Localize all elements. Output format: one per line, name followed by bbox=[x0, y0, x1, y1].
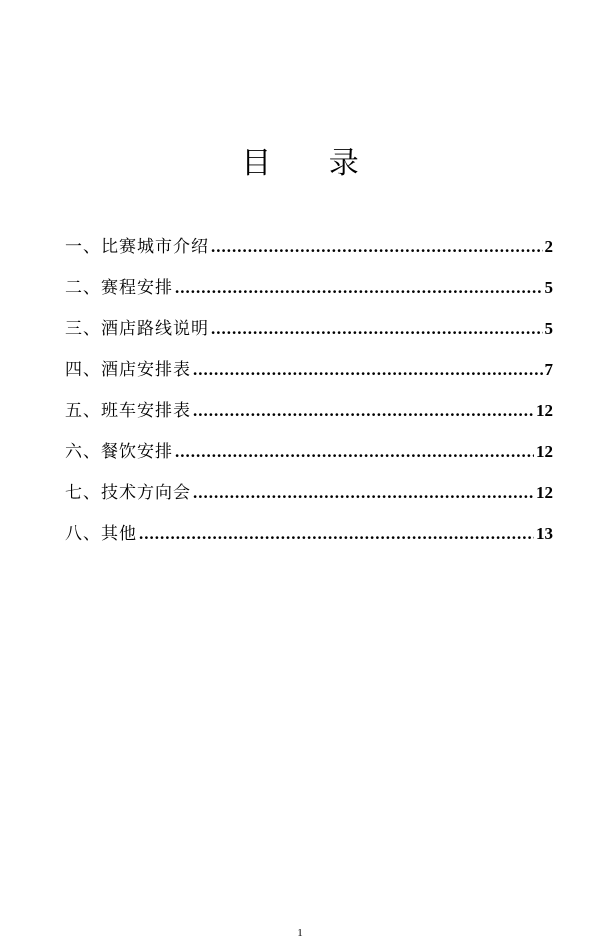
page-number: 1 bbox=[297, 927, 303, 939]
toc-dot-leader bbox=[139, 519, 534, 549]
toc-entry[interactable] bbox=[65, 273, 553, 314]
toc-entry-label: 八、其他 bbox=[65, 524, 137, 544]
toc-dot-leader bbox=[193, 355, 543, 385]
toc-entry[interactable] bbox=[65, 355, 553, 396]
toc-entry-label: 五、班车安排表 bbox=[65, 401, 191, 421]
toc-entry[interactable] bbox=[65, 314, 553, 355]
toc-dot-leader bbox=[211, 232, 543, 262]
toc-dot-leader bbox=[175, 273, 543, 303]
toc-dot-leader bbox=[211, 314, 543, 344]
toc-entry[interactable] bbox=[65, 519, 553, 560]
toc-entry[interactable] bbox=[65, 437, 553, 478]
toc-dot-leader bbox=[175, 437, 534, 467]
toc-entry-page: 12 bbox=[536, 401, 553, 420]
toc-entry-label: 三、酒店路线说明 bbox=[65, 319, 209, 339]
toc-entry-label: 六、餐饮安排 bbox=[65, 442, 173, 462]
toc-dot-leader bbox=[193, 396, 534, 426]
toc-entry-label: 七、技术方向会 bbox=[65, 483, 191, 503]
table-of-contents bbox=[65, 232, 553, 560]
toc-entry-page: 7 bbox=[544, 360, 553, 379]
toc-entry-label: 一、比赛城市介绍 bbox=[65, 237, 209, 257]
toc-entry-page: 5 bbox=[544, 278, 553, 297]
toc-entry-page: 12 bbox=[536, 483, 553, 502]
toc-entry-label: 四、酒店安排表 bbox=[65, 360, 191, 380]
toc-entry[interactable] bbox=[65, 478, 553, 519]
toc-entry-label: 二、赛程安排 bbox=[65, 278, 173, 298]
toc-entry-page: 5 bbox=[544, 319, 553, 338]
toc-dot-leader bbox=[193, 478, 534, 508]
page-title: 目 录 bbox=[241, 146, 383, 181]
toc-entry[interactable] bbox=[65, 232, 553, 273]
toc-entry-page: 13 bbox=[536, 524, 553, 543]
toc-entry-page: 12 bbox=[536, 442, 553, 461]
toc-entry-page: 2 bbox=[544, 237, 553, 256]
toc-entry[interactable] bbox=[65, 396, 553, 437]
